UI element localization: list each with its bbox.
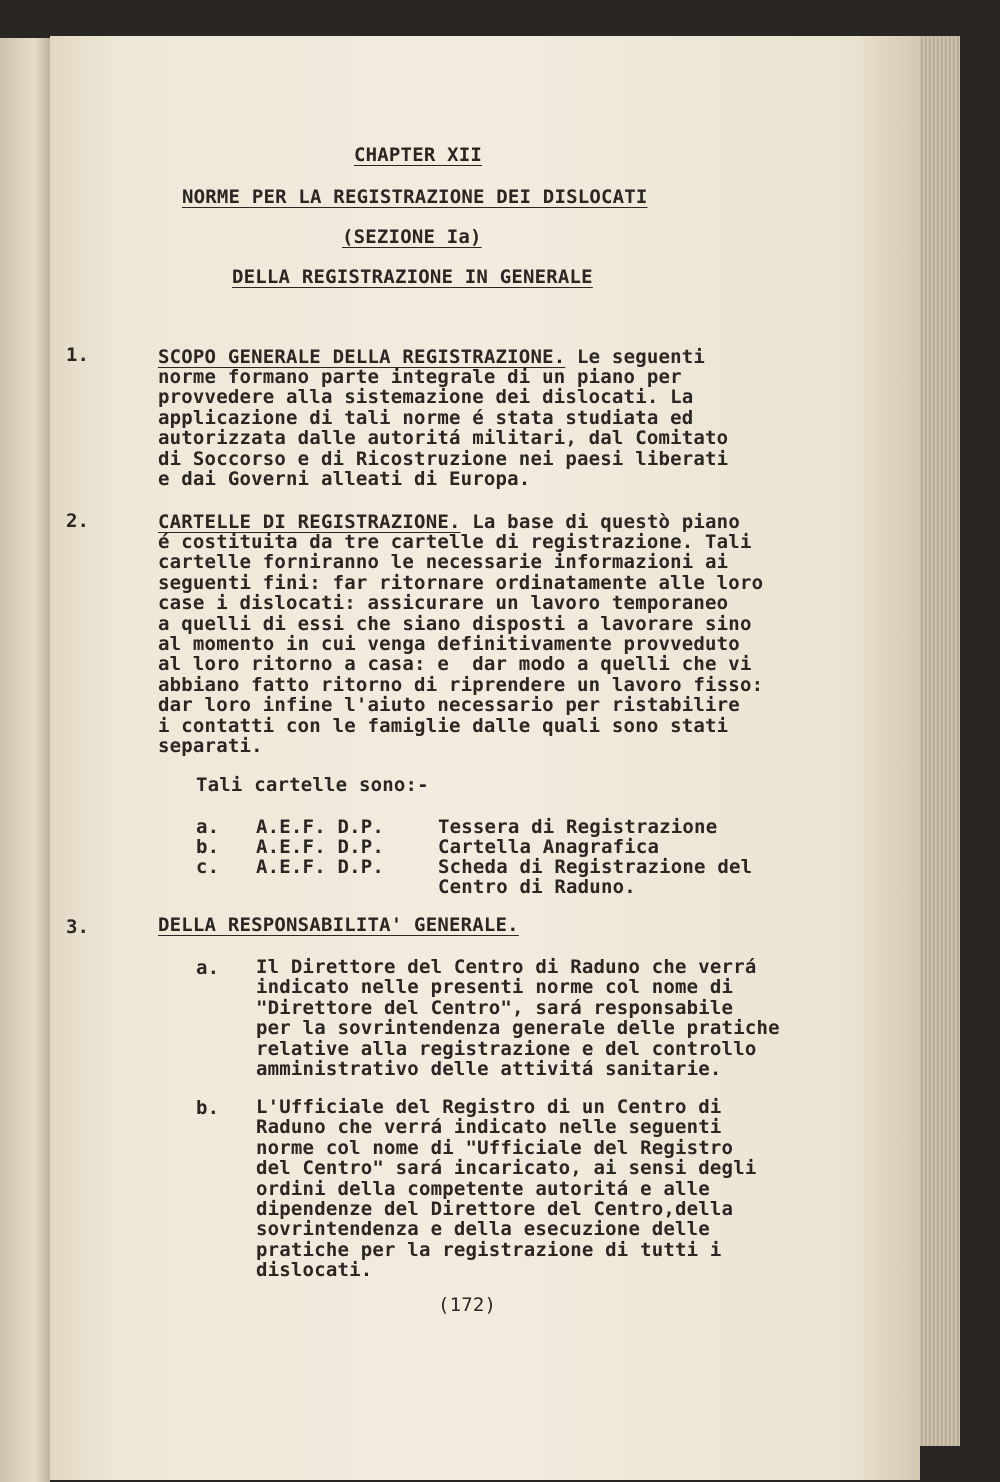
body-line: "Direttore del Centro", sará responsabile <box>256 996 734 1019</box>
body-line: L'Ufficiale del Registro di un Centro di <box>256 1096 722 1118</box>
section-heading: CARTELLE DI REGISTRAZIONE. <box>158 511 461 533</box>
body-line: norme formano parte integrale di un piano per <box>158 366 682 388</box>
document-page <box>50 36 920 1480</box>
body-line: separati. <box>158 735 263 757</box>
document-subtitle: DELLA REGISTRAZIONE IN GENERALE <box>232 266 593 288</box>
card-name: Cartella Anagrafica <box>438 836 660 858</box>
body-line: al momento in cui venga definitivamente provveduto <box>158 633 740 655</box>
body-line: autorizzata dalle autoritá militari, dal Comitato <box>158 427 729 450</box>
card-letter: a. <box>196 816 220 838</box>
card-letter: c. <box>196 856 220 878</box>
section-first-line <box>158 346 705 368</box>
body-line: del Centro" sará incaricato, ai sensi degli <box>256 1157 757 1180</box>
body-line: di Soccorso e di Ricostruzione nei paesi liberati <box>158 447 729 470</box>
body-line: sovrintendenza e della esecuzione delle <box>256 1218 710 1241</box>
body-line: Il Direttore del Centro di Raduno che verrá <box>256 956 757 978</box>
body-line: indicato nelle presenti norme col nome di <box>256 976 734 999</box>
body-line: pratiche per la registrazione di tutti i <box>256 1238 722 1261</box>
body-line: seguenti fini: far ritornare ordinatamente alle loro <box>158 571 764 594</box>
body-line: provvedere alla sistemazione dei dislocati. La <box>158 386 694 409</box>
chapter-heading: CHAPTER XII <box>354 144 483 166</box>
body-line: amministrativo delle attivitá sanitarie. <box>256 1058 722 1080</box>
card-code: A.E.F. D.P. <box>256 816 385 838</box>
book-page-edges <box>918 36 960 1446</box>
section-heading: SCOPO GENERALE DELLA REGISTRAZIONE. <box>158 346 566 368</box>
body-line: relative alla registrazione e del controllo <box>256 1037 757 1060</box>
section-first-line-rest: La base di questò piano <box>460 511 740 533</box>
item-letter: b. <box>196 1097 220 1119</box>
body-line: ordini della competente autoritá e alle <box>256 1177 710 1200</box>
body-line: e dai Governi alleati di Europa. <box>158 468 531 490</box>
page-number: (172) <box>438 1294 497 1316</box>
section-number: 2. <box>66 510 89 532</box>
body-line: dar loro infine l'aiuto necessario per ristabilire <box>158 694 740 717</box>
body-line: norme col nome di "Ufficiale del Registro <box>256 1136 734 1159</box>
document-title: NORME PER LA REGISTRAZIONE DEI DISLOCATI <box>182 186 648 208</box>
section-first-line-rest: Le seguenti <box>565 346 706 368</box>
body-line: dipendenze del Direttore del Centro,della <box>256 1198 734 1220</box>
body-line: i contatti con le famiglie dalle quali sono stati <box>158 714 729 737</box>
body-line: dislocati. <box>256 1259 373 1282</box>
card-name: Scheda di Registrazione del <box>438 856 753 878</box>
section-number: 1. <box>66 344 89 366</box>
body-line: é costituita da tre cartelle di registrazione. Tali <box>158 531 752 553</box>
card-name: Tessera di Registrazione <box>438 816 718 838</box>
cards-intro: Tali cartelle sono:- <box>196 774 429 796</box>
body-line: case i dislocati: assicurare un lavoro temporaneo <box>158 592 729 615</box>
body-line: abbiano fatto ritorno di riprendere un lavoro fisso: <box>158 673 764 696</box>
card-code: A.E.F. D.P. <box>256 856 385 878</box>
section-label: (SEZIONE Ia) <box>342 226 482 248</box>
body-line: applicazione di tali norme é stata studiata ed <box>158 406 694 429</box>
body-line: al loro ritorno a casa: e dar modo a quelli che vi <box>158 653 752 676</box>
card-letter: b. <box>196 836 220 858</box>
card-name-continued: Centro di Raduno. <box>438 876 636 898</box>
section-heading: DELLA RESPONSABILITA' GENERALE. <box>158 914 519 936</box>
card-code: A.E.F. D.P. <box>256 836 385 858</box>
body-line: cartelle forniranno le necessarie informazioni ai <box>158 551 729 574</box>
item-letter: a. <box>196 957 220 979</box>
body-line: a quelli di essi che siano disposti a lavorare sino <box>158 612 752 635</box>
body-line: per la sovrintendenza generale delle pratiche <box>256 1017 780 1040</box>
body-line: Raduno che verrá indicato nelle seguenti <box>256 1116 722 1139</box>
facing-page-edge <box>0 38 50 1482</box>
section-number: 3. <box>66 916 89 938</box>
section-first-line <box>158 511 740 533</box>
